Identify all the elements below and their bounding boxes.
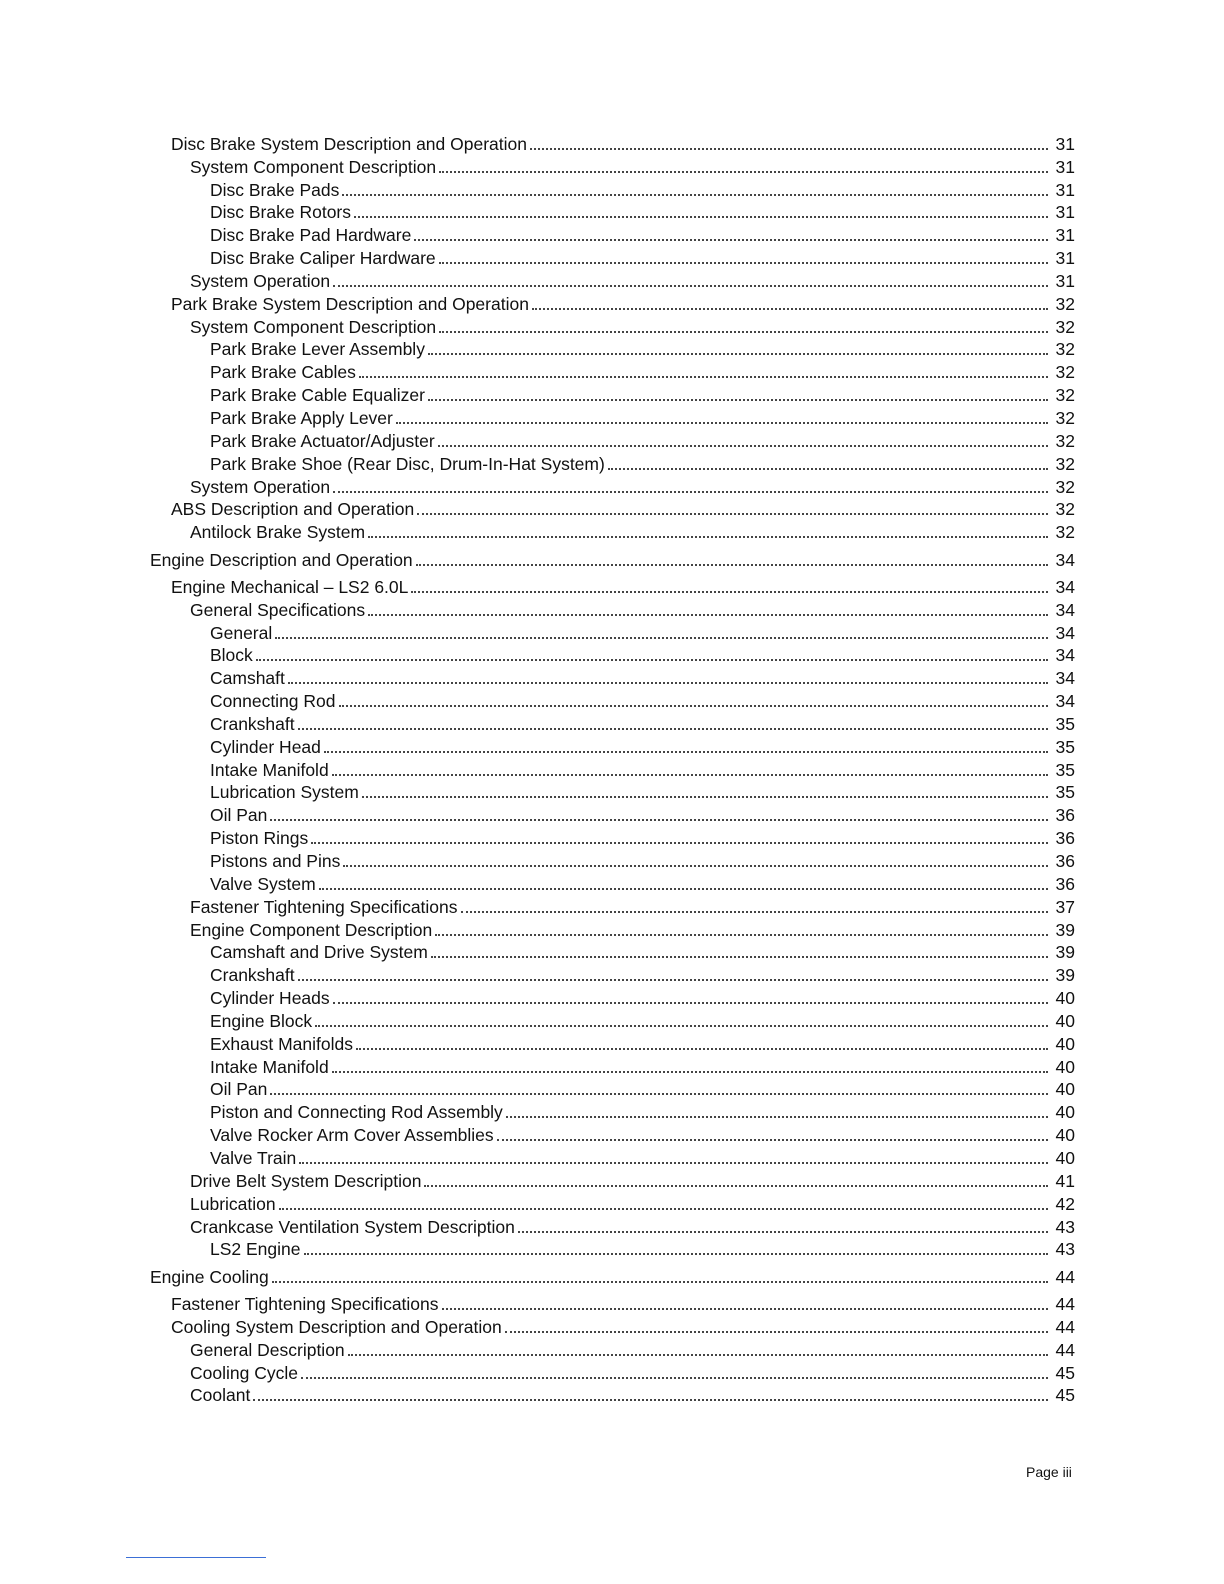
- toc-entry-title: ABS Description and Operation: [171, 499, 415, 520]
- toc-entry: [0, 1077, 1224, 1100]
- toc-entry-page: 36: [1055, 873, 1075, 894]
- toc-entry: [0, 314, 1224, 337]
- toc-entry-page: 44: [1055, 1316, 1075, 1337]
- toc-entry: [0, 474, 1224, 497]
- toc-entry: [0, 382, 1224, 405]
- toc-entry-page: 40: [1055, 1147, 1075, 1168]
- dot-leader: [428, 399, 1048, 401]
- toc-entry-title: Piston and Connecting Rod Assembly: [210, 1102, 503, 1123]
- table-of-contents: [0, 131, 1224, 1405]
- toc-entry-page: 32: [1055, 362, 1075, 383]
- toc-entry-title: Valve Rocker Arm Cover Assemblies: [210, 1125, 494, 1146]
- dot-leader: [339, 705, 1049, 707]
- toc-entry-title: General Specifications: [190, 599, 366, 620]
- toc-entry-title: Oil Pan: [210, 1079, 268, 1100]
- toc-entry-title: Valve Train: [210, 1147, 297, 1168]
- toc-entry-title: System Operation: [190, 476, 331, 497]
- toc-entry-title: LS2 Engine: [210, 1239, 301, 1260]
- toc-entry: [0, 1191, 1224, 1214]
- toc-entry-title: Engine Cooling: [150, 1266, 269, 1287]
- toc-entry-title: Intake Manifold: [210, 759, 329, 780]
- toc-entry: [0, 177, 1224, 200]
- toc-entry-title: Park Brake Lever Assembly: [210, 339, 425, 360]
- toc-entry: [0, 711, 1224, 734]
- toc-entry: [0, 1031, 1224, 1054]
- dot-leader: [253, 1399, 1048, 1401]
- dot-leader: [505, 1331, 1048, 1333]
- toc-entry-page: 31: [1055, 225, 1075, 246]
- toc-entry-title: Fastener Tightening Specifications: [190, 896, 458, 917]
- toc-entry-page: 43: [1055, 1216, 1075, 1237]
- toc-entry-page: 41: [1055, 1170, 1075, 1191]
- toc-entry: [0, 757, 1224, 780]
- toc-entry-page: 43: [1055, 1239, 1075, 1260]
- toc-entry: [0, 359, 1224, 382]
- dot-leader: [275, 637, 1048, 639]
- toc-entry-title: Exhaust Manifolds: [210, 1033, 353, 1054]
- toc-entry-title: Cylinder Head: [210, 736, 321, 757]
- toc-entry-title: Piston Rings: [210, 828, 309, 849]
- toc-entry-title: Intake Manifold: [210, 1056, 329, 1077]
- dot-leader: [497, 1139, 1048, 1141]
- toc-entry: [0, 131, 1224, 154]
- toc-entry-page: 40: [1055, 1125, 1075, 1146]
- toc-entry-page: 34: [1055, 549, 1075, 570]
- dot-leader: [272, 1281, 1048, 1283]
- toc-entry-title: Lubrication: [190, 1193, 276, 1214]
- toc-entry: [0, 1214, 1224, 1237]
- toc-entry: [0, 547, 1224, 570]
- dot-leader: [411, 591, 1048, 593]
- dot-leader: [256, 659, 1048, 661]
- toc-entry-title: Coolant: [190, 1385, 251, 1406]
- toc-entry-page: 34: [1055, 668, 1075, 689]
- toc-entry-title: Disc Brake Pads: [210, 179, 340, 200]
- dot-leader: [333, 491, 1048, 493]
- toc-entry-title: Cylinder Heads: [210, 988, 330, 1009]
- toc-entry: [0, 802, 1224, 825]
- dot-leader: [288, 682, 1048, 684]
- toc-entry-page: 39: [1055, 919, 1075, 940]
- toc-entry: [0, 1383, 1224, 1406]
- toc-entry-page: 31: [1055, 248, 1075, 269]
- dot-leader: [342, 194, 1048, 196]
- dot-leader: [299, 1162, 1048, 1164]
- toc-entry-page: 45: [1055, 1385, 1075, 1406]
- toc-entry: [0, 1008, 1224, 1031]
- toc-entry-title: Oil Pan: [210, 805, 268, 826]
- toc-entry-title: Drive Belt System Description: [190, 1170, 422, 1191]
- toc-entry: [0, 497, 1224, 520]
- toc-entry-title: Crankshaft: [210, 713, 295, 734]
- toc-entry-page: 40: [1055, 988, 1075, 1009]
- toc-entry-title: System Component Description: [190, 156, 437, 177]
- toc-entry-title: Park Brake Shoe (Rear Disc, Drum-In-Hat System): [210, 453, 605, 474]
- toc-entry: [0, 665, 1224, 688]
- toc-entry: [0, 1314, 1224, 1337]
- toc-entry-page: 37: [1055, 896, 1075, 917]
- toc-entry-title: Engine Mechanical – LS2 6.0L: [171, 576, 409, 597]
- dot-leader: [354, 216, 1048, 218]
- toc-entry-page: 45: [1055, 1362, 1075, 1383]
- dot-leader: [333, 285, 1048, 287]
- toc-entry: [0, 451, 1224, 474]
- dot-leader: [428, 353, 1048, 355]
- toc-entry: [0, 574, 1224, 597]
- dot-leader: [315, 1025, 1048, 1027]
- toc-entry-page: 35: [1055, 713, 1075, 734]
- toc-entry-page: 36: [1055, 851, 1075, 871]
- toc-entry-title: Camshaft: [210, 668, 285, 689]
- toc-entry-page: 32: [1055, 385, 1075, 406]
- toc-entry-title: Cooling Cycle: [190, 1362, 298, 1383]
- dot-leader: [461, 911, 1048, 913]
- toc-entry-page: 31: [1055, 202, 1075, 223]
- toc-entry-page: 40: [1055, 1079, 1075, 1100]
- toc-entry-title: Crankcase Ventilation System Description: [190, 1216, 515, 1237]
- dot-leader: [608, 468, 1048, 470]
- toc-entry-title: Lubrication System: [210, 782, 359, 803]
- dot-leader: [356, 1048, 1048, 1050]
- dot-leader: [431, 956, 1048, 958]
- toc-entry-page: 40: [1055, 1056, 1075, 1077]
- toc-entry-page: 31: [1055, 270, 1075, 291]
- toc-entry-title: Disc Brake Caliper Hardware: [210, 248, 436, 269]
- dot-leader: [439, 331, 1048, 333]
- dot-leader: [359, 376, 1048, 378]
- toc-entry: [0, 200, 1224, 223]
- dot-leader: [270, 819, 1048, 821]
- dot-leader: [362, 796, 1048, 798]
- toc-entry-page: 36: [1055, 805, 1075, 826]
- dot-leader: [311, 842, 1048, 844]
- toc-entry: [0, 405, 1224, 428]
- footer-rule: [126, 1557, 266, 1558]
- dot-leader: [396, 422, 1048, 424]
- toc-entry-page: 34: [1055, 691, 1075, 712]
- toc-entry-page: 39: [1055, 942, 1075, 963]
- dot-leader: [301, 1377, 1048, 1379]
- toc-entry-title: System Component Description: [190, 316, 437, 337]
- toc-entry-title: Park Brake Cable Equalizer: [210, 385, 425, 406]
- dot-leader: [518, 1231, 1048, 1233]
- dot-leader: [333, 1002, 1048, 1004]
- toc-entry-page: 34: [1055, 622, 1075, 643]
- toc-entry: [0, 848, 1224, 871]
- toc-entry: [0, 917, 1224, 940]
- dot-leader: [304, 1253, 1049, 1255]
- toc-entry-page: 40: [1055, 1102, 1075, 1123]
- toc-entry-title: Park Brake Apply Lever: [210, 407, 393, 428]
- dot-leader: [368, 536, 1048, 538]
- toc-entry: [0, 734, 1224, 757]
- toc-entry: [0, 597, 1224, 620]
- dot-leader: [298, 979, 1048, 981]
- toc-entry-page: 44: [1055, 1266, 1075, 1287]
- toc-entry-page: 32: [1055, 339, 1075, 360]
- dot-leader: [332, 1071, 1048, 1073]
- dot-leader: [438, 445, 1048, 447]
- dot-leader: [417, 513, 1048, 515]
- toc-entry-page: 36: [1055, 828, 1075, 849]
- toc-entry-title: General: [210, 622, 273, 643]
- toc-entry-title: Valve System: [210, 873, 316, 894]
- toc-entry-title: Crankshaft: [210, 965, 295, 986]
- toc-entry-page: 32: [1055, 316, 1075, 337]
- toc-entry-title: Park Brake Actuator/Adjuster: [210, 430, 435, 451]
- dot-leader: [442, 1308, 1048, 1310]
- dot-leader: [506, 1116, 1048, 1118]
- toc-entry: [0, 1145, 1224, 1168]
- toc-entry-page: 32: [1055, 293, 1075, 314]
- toc-entry-title: Disc Brake System Description and Operation: [171, 133, 527, 154]
- toc-entry-page: 34: [1055, 645, 1075, 666]
- toc-entry: [0, 428, 1224, 451]
- toc-entry: [0, 780, 1224, 803]
- dot-leader: [439, 262, 1048, 264]
- toc-entry-title: Fastener Tightening Specifications: [171, 1294, 439, 1315]
- toc-entry: [0, 825, 1224, 848]
- toc-entry-page: 32: [1055, 476, 1075, 497]
- toc-entry-page: 32: [1055, 407, 1075, 428]
- toc-entry: [0, 1291, 1224, 1314]
- dot-leader: [424, 1185, 1048, 1187]
- page-number: Page iii: [1026, 1464, 1072, 1480]
- toc-entry: [0, 1360, 1224, 1383]
- toc-entry-page: 31: [1055, 156, 1075, 177]
- toc-entry: [0, 985, 1224, 1008]
- toc-entry-page: 35: [1055, 736, 1075, 757]
- toc-entry-title: Antilock Brake System: [190, 522, 366, 543]
- dot-leader: [416, 564, 1048, 566]
- toc-entry: [0, 519, 1224, 542]
- toc-entry: [0, 1122, 1224, 1145]
- toc-entry-page: 35: [1055, 759, 1075, 780]
- toc-entry-title: Park Brake Cables: [210, 362, 356, 383]
- dot-leader: [530, 148, 1048, 150]
- toc-entry-page: 44: [1055, 1339, 1075, 1360]
- toc-entry-title: Block: [210, 645, 253, 666]
- toc-entry-title: Pistons and Pins: [210, 851, 341, 871]
- toc-entry: [0, 245, 1224, 268]
- toc-entry: [0, 1054, 1224, 1077]
- dot-leader: [439, 171, 1048, 173]
- toc-entry: [0, 643, 1224, 666]
- toc-entry-page: 32: [1055, 453, 1075, 474]
- toc-entry: [0, 337, 1224, 360]
- toc-entry-title: Cooling System Description and Operation: [171, 1316, 502, 1337]
- dot-leader: [332, 774, 1048, 776]
- dot-leader: [279, 1208, 1048, 1210]
- toc-entry-page: 40: [1055, 1010, 1075, 1031]
- dot-leader: [324, 751, 1048, 753]
- toc-entry-page: 31: [1055, 133, 1075, 154]
- toc-entry: [0, 940, 1224, 963]
- toc-entry: [0, 154, 1224, 177]
- toc-entry: [0, 268, 1224, 291]
- toc-entry-title: Engine Description and Operation: [150, 549, 413, 570]
- dot-leader: [532, 308, 1048, 310]
- toc-entry: [0, 871, 1224, 894]
- dot-leader: [348, 1354, 1048, 1356]
- toc-entry-page: 44: [1055, 1294, 1075, 1315]
- dot-leader: [435, 934, 1048, 936]
- toc-entry: [0, 688, 1224, 711]
- toc-entry: [0, 1099, 1224, 1122]
- toc-entry-page: 40: [1055, 1033, 1075, 1054]
- toc-entry-page: 32: [1055, 522, 1075, 543]
- toc-entry-title: Connecting Rod: [210, 691, 336, 712]
- toc-entry-title: Engine Component Description: [190, 919, 433, 940]
- toc-entry-title: Engine Block: [210, 1010, 313, 1031]
- toc-entry-title: Park Brake System Description and Operation: [171, 293, 529, 314]
- toc-entry: [0, 894, 1224, 917]
- dot-leader: [414, 239, 1048, 241]
- toc-entry: [0, 962, 1224, 985]
- dot-leader: [368, 614, 1048, 616]
- toc-entry-title: General Description: [190, 1339, 345, 1360]
- toc-entry-page: 35: [1055, 782, 1075, 803]
- toc-entry-page: 32: [1055, 499, 1075, 520]
- toc-entry-page: 34: [1055, 576, 1075, 597]
- dot-leader: [270, 1093, 1048, 1095]
- toc-entry-title: Disc Brake Rotors: [210, 202, 352, 223]
- toc-entry-title: Disc Brake Pad Hardware: [210, 225, 412, 246]
- toc-entry: [0, 1168, 1224, 1191]
- toc-entry-page: 32: [1055, 430, 1075, 451]
- toc-entry-title: System Operation: [190, 270, 331, 291]
- dot-leader: [298, 728, 1048, 730]
- dot-leader: [319, 888, 1048, 890]
- toc-entry: [0, 291, 1224, 314]
- toc-entry-title: Camshaft and Drive System: [210, 942, 428, 963]
- toc-entry: [0, 1237, 1224, 1260]
- toc-entry: [0, 1337, 1224, 1360]
- toc-entry: [0, 222, 1224, 245]
- toc-entry-page: 34: [1055, 599, 1075, 620]
- toc-entry-page: 42: [1055, 1193, 1075, 1214]
- dot-leader: [343, 865, 1048, 867]
- toc-entry: [0, 620, 1224, 643]
- toc-entry-page: 31: [1055, 179, 1075, 200]
- toc-entry-page: 39: [1055, 965, 1075, 986]
- toc-entry: [0, 1264, 1224, 1287]
